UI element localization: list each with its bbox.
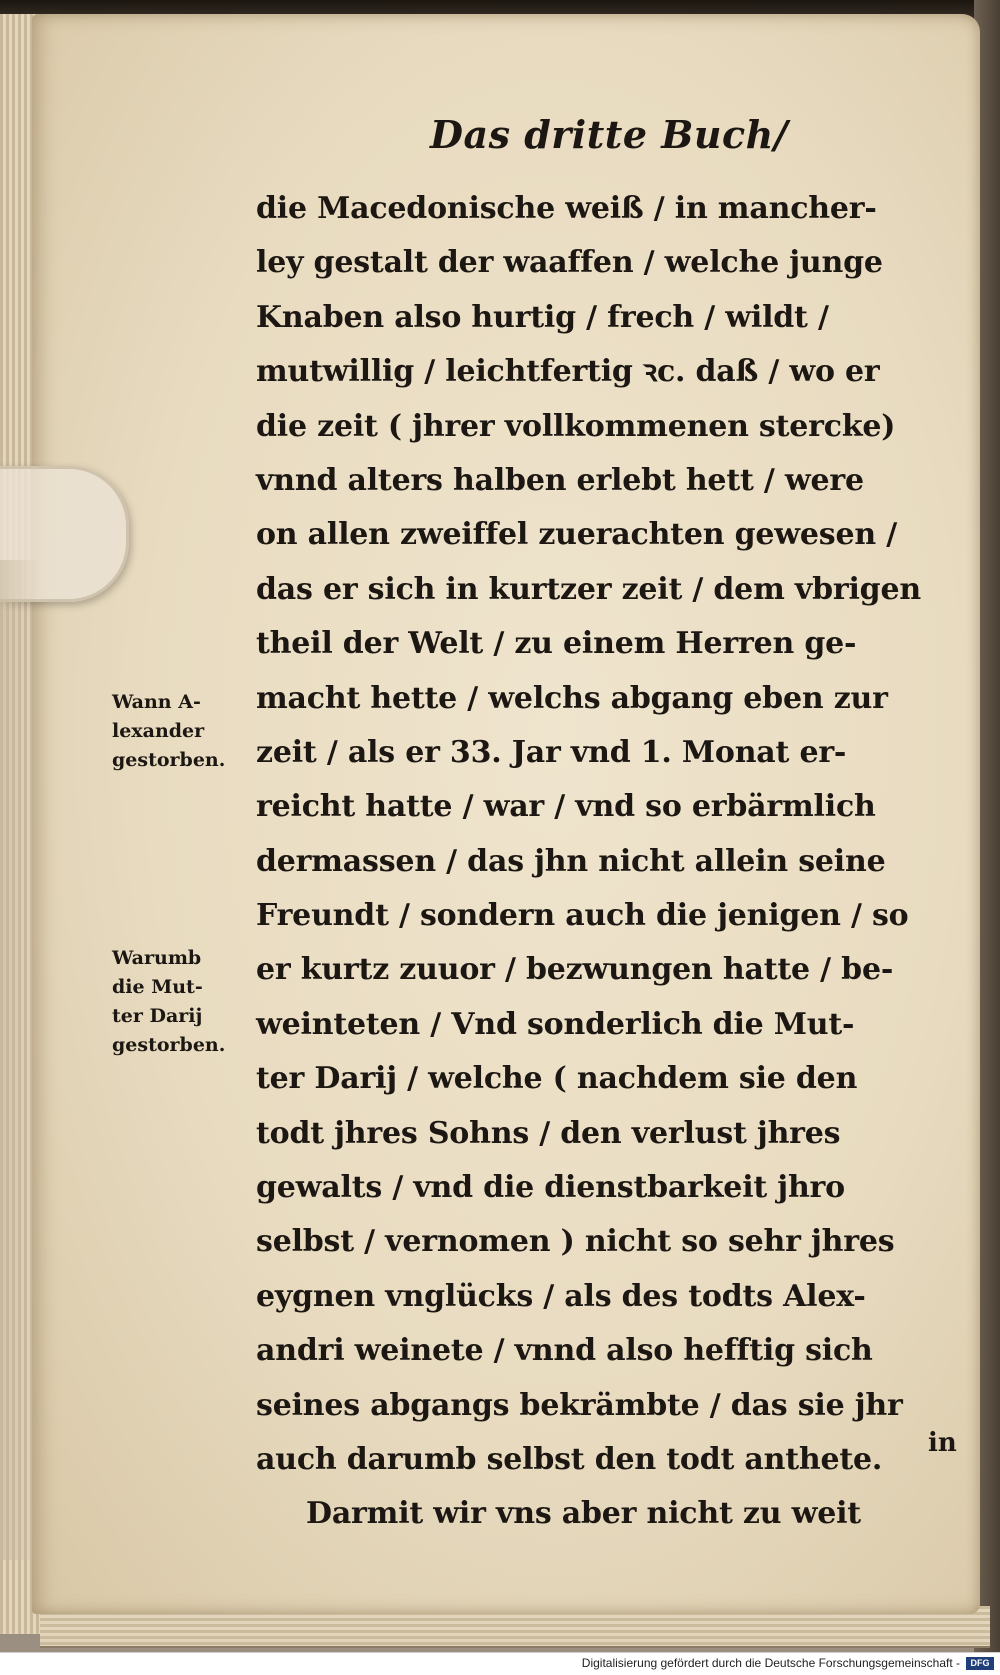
text-line: on allen zweiffel zuerachten gewesen / <box>256 517 897 553</box>
text-line: weinteten / Vnd sonderlich die Mut- <box>256 1006 855 1042</box>
text-line: gewalts / vnd die dienstbarkeit jhro <box>256 1170 845 1206</box>
text-line: Freundt / sondern auch die jenigen / so <box>256 898 909 934</box>
text-line: theil der Welt / zu einem Herren ge- <box>256 626 857 662</box>
text-line: ter Darij / welche ( nachdem sie den <box>256 1061 858 1097</box>
marginal-note-line: gestorben. <box>112 1034 226 1056</box>
text-line: das er sich in kurtzer zeit / dem vbrigen <box>256 571 921 607</box>
marginal-note-line: ter Darij <box>112 1005 203 1027</box>
text-line: dermassen / das jhn nicht allein seine <box>256 843 886 879</box>
bookmark-ribbon-shadow <box>0 560 40 1560</box>
catchword: in <box>928 1428 957 1458</box>
text-line: todt jhres Sohns / den verlust jhres <box>256 1115 841 1151</box>
text-line: Knaben also hurtig / frech / wildt / <box>256 299 829 335</box>
text-line: reicht hatte / war / vnd so erbärmlich <box>256 789 876 825</box>
marginal-note-darius-mother <box>112 944 252 1060</box>
digitization-footer <box>0 1652 1000 1675</box>
text-line: er kurtz zuuor / bezwungen hatte / be- <box>256 952 894 988</box>
text-line: zeit / als er 33. Jar vnd 1. Monat er- <box>256 734 847 770</box>
funding-notice: Digitalisierung gefördert durch die Deutsche Forschungsgemeinschaft - <box>581 1656 960 1670</box>
marginal-note-line: gestorben. <box>112 749 226 771</box>
text-line: seines abgangs bekrämbte / das sie jhr <box>256 1387 903 1423</box>
text-line: eygnen vnglücks / als des todts Alex- <box>256 1278 866 1314</box>
marginal-note-alexander-death <box>112 688 252 775</box>
text-line: ley gestalt der waaffen / welche junge <box>256 245 883 281</box>
text-line: andri weinete / vnnd also hefftig sich <box>256 1333 873 1369</box>
text-line: die Macedonische weiß / in mancher- <box>256 191 877 226</box>
running-header: Das dritte Buch/ <box>430 112 789 157</box>
marginal-note-line: Warumb <box>112 947 202 969</box>
text-line: macht hette / welchs abgang eben zur <box>256 680 888 716</box>
marginal-note-line: Wann A- <box>112 691 201 713</box>
marginal-note-line: die Mut- <box>112 976 203 998</box>
text-line: vnnd alters halben erlebt hett / were <box>256 462 864 498</box>
text-line: mutwillig / leichtfertig ꝛc. daß / wo er <box>256 354 880 390</box>
marginal-note-line: lexander <box>112 720 205 742</box>
dfg-logo: DFG <box>966 1657 994 1670</box>
text-line: die zeit ( jhrer vollkommenen stercke) <box>256 408 896 444</box>
text-line: selbst / vernomen ) nicht so sehr jhres <box>256 1224 895 1260</box>
main-text-block <box>256 182 960 1542</box>
text-line: auch darumb selbst den todt anthete. <box>256 1441 883 1477</box>
text-line: Darmit wir vns aber nicht zu weit <box>306 1496 861 1532</box>
